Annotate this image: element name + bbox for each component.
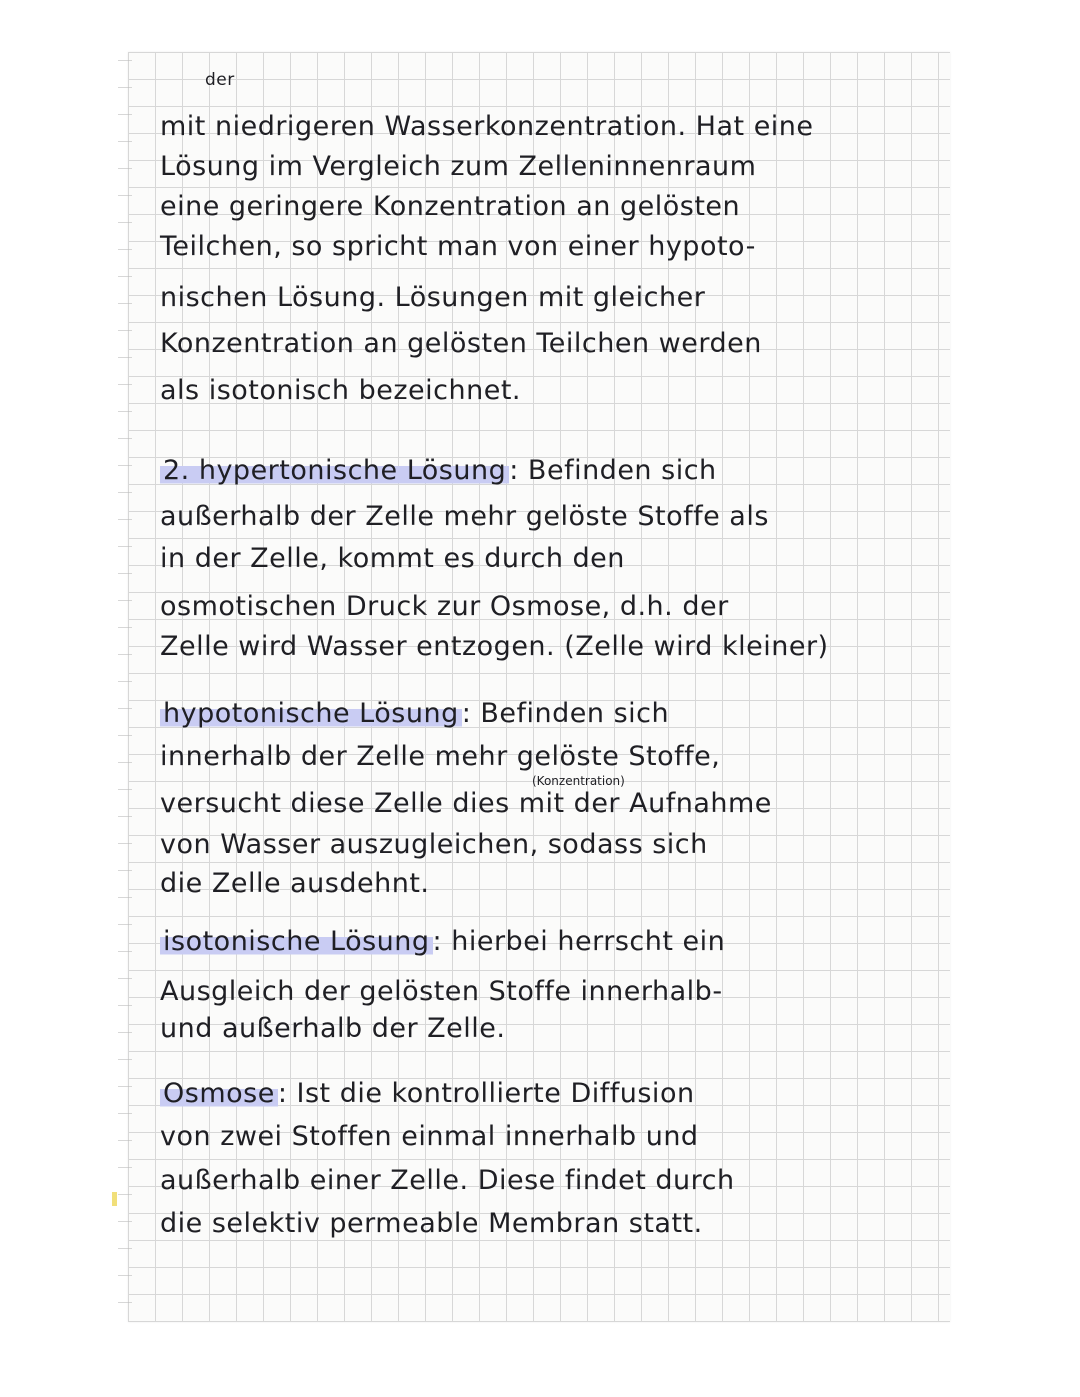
hypertonic-first-line bbox=[160, 457, 717, 484]
note-line: als isotonisch bezeichnet. bbox=[160, 375, 521, 406]
osmosis-line: außerhalb einer Zelle. Diese findet durch bbox=[160, 1165, 735, 1196]
hypotonic-term: hypotonische Lösung bbox=[160, 698, 462, 729]
hypertonic-line: Zelle wird Wasser entzogen. (Zelle wird kleiner) bbox=[160, 631, 829, 662]
isotonic-term: isotonische Lösung bbox=[160, 926, 433, 957]
hypotonic-line: von Wasser auszugleichen, sodass sich bbox=[160, 829, 708, 860]
note-line: Konzentration an gelösten Teilchen werden bbox=[160, 328, 762, 359]
hypotonic-line: die Zelle ausdehnt. bbox=[160, 868, 430, 899]
osmosis-term: Osmose bbox=[160, 1078, 278, 1109]
hypertonic-line: : Befinden sich bbox=[509, 455, 717, 486]
hypotonic-line: innerhalb der Zelle mehr gelöste Stoffe, bbox=[160, 741, 721, 772]
osmosis-line: die selektiv permeable Membran statt. bbox=[160, 1208, 703, 1239]
osmosis-line: : Ist die kontrollierte Diffusion bbox=[277, 1078, 695, 1109]
hypertonic-term: 2. hypertonische Lösung bbox=[160, 455, 509, 486]
note-line: nischen Lösung. Lösungen mit gleicher bbox=[160, 282, 706, 313]
hypotonic-line: : Befinden sich bbox=[461, 698, 670, 729]
hypertonic-line: in der Zelle, kommt es durch den bbox=[160, 543, 625, 574]
note-line: Teilchen, so spricht man von einer hypoto- bbox=[160, 231, 756, 262]
isotonic-line: : hierbei herrscht ein bbox=[432, 926, 726, 957]
hypotonic-line: versucht diese Zelle dies mit der Aufnahme bbox=[160, 788, 772, 819]
note-line: mit niedrigeren Wasserkonzentration. Hat eine bbox=[160, 111, 814, 142]
margin-ticks bbox=[118, 60, 132, 1320]
isotonic-line: und außerhalb der Zelle. bbox=[160, 1013, 506, 1044]
isotonic-line: Ausgleich der gelösten Stoffe innerhalb- bbox=[160, 976, 723, 1007]
isotonic-first-line bbox=[160, 928, 725, 955]
note-line: eine geringere Konzentration an gelösten bbox=[160, 191, 741, 222]
hypotonic-annotation: (Konzentration) bbox=[532, 774, 625, 788]
hypertonic-line: osmotischen Druck zur Osmose, d.h. der bbox=[160, 591, 729, 622]
osmosis-first-line bbox=[160, 1080, 695, 1107]
osmosis-line: von zwei Stoffen einmal innerhalb und bbox=[160, 1121, 699, 1152]
hypotonic-first-line bbox=[160, 700, 669, 727]
note-line: Lösung im Vergleich zum Zelleninnenraum bbox=[160, 151, 757, 182]
hypertonic-line: außerhalb der Zelle mehr gelöste Stoffe als bbox=[160, 501, 769, 532]
yellow-margin-mark bbox=[112, 1192, 117, 1206]
insertion-word: der bbox=[205, 70, 235, 90]
